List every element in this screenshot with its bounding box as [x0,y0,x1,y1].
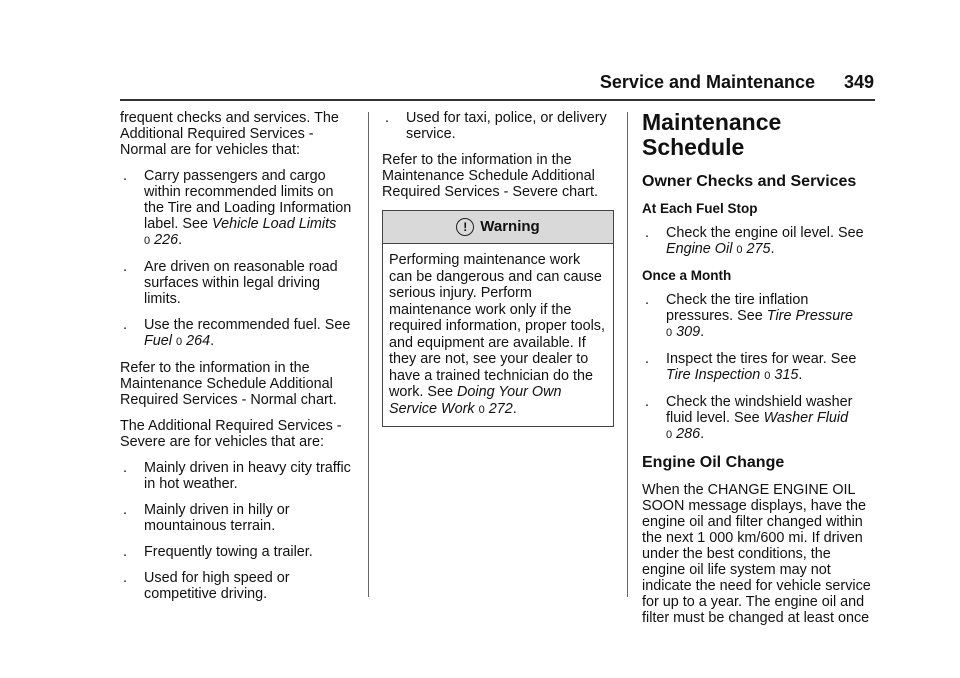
column-divider-2 [627,112,628,597]
warning-box [382,210,614,427]
bullet-marker: . [123,502,127,518]
cross-reference-link[interactable]: Vehicle Load Limits 0 226 [144,216,337,248]
engine-oil-heading: Engine Oil Change [642,454,785,471]
page-arrow-icon: 0 [478,403,485,416]
bullet-marker: . [645,351,649,367]
once-a-month-heading: Once a Month [642,268,732,283]
list-item: . Are driven on reasonable road surfaces within legal driving limits. [123,259,338,307]
cross-reference-link[interactable]: Fuel 0 264 [144,333,211,349]
page-header-title: Service and Maintenance [599,72,815,92]
warning-icon: ! [456,218,474,236]
list-item: . Check the windshield washer fluid level. See Washer Fluid 0 286. [645,394,853,442]
bullet-marker: . [123,168,127,184]
intro-paragraph: frequent checks and services. The Additional Required Services - Normal are for vehicles that: [120,110,339,158]
cross-reference-link[interactable]: Doing Your Own Service Work 0 272 [389,384,562,417]
bullet-marker: . [123,544,127,560]
column-1 [120,110,356,612]
page-arrow-icon: 0 [176,336,183,348]
bullet-marker: . [123,570,127,586]
page-arrow-icon: 0 [764,370,771,382]
refer-normal-paragraph: Refer to the information in the Maintenance Schedule Additional Required Services - Normal chart. [120,360,337,408]
page-arrow-icon: 0 [666,327,673,339]
column-2 [382,110,614,427]
cross-reference-link[interactable]: Tire Inspection 0 315 [666,367,799,383]
subsection-heading: Owner Checks and Services [642,173,857,190]
page-arrow-icon: 0 [666,429,673,441]
page-number: 349 [843,72,874,92]
page-arrow-icon: 0 [144,235,151,247]
cross-reference-link[interactable]: Engine Oil 0 275 [666,241,771,257]
bullet-marker: . [123,259,127,275]
list-item: . Inspect the tires for wear. See Tire Inspection 0 315. [645,351,857,383]
page-arrow-icon: 0 [736,244,743,256]
list-item: . Carry passengers and cargo within recommended limits on the Tire and Loading Information label. See Vehicle Load Limits 0 226. [123,168,352,248]
bullet-marker: . [645,225,649,241]
bullet-marker: . [645,394,649,410]
column-3 [642,110,878,626]
header-rule [120,99,875,101]
refer-severe-paragraph: Refer to the information in the Maintenance Schedule Additional Required Services - Severe chart. [382,152,598,200]
bullet-marker: . [123,317,127,333]
cross-reference-link[interactable]: Washer Fluid 0 286 [666,410,849,442]
bullet-marker: . [385,110,389,126]
list-item: . Mainly driven in heavy city traffic in hot weather. [123,460,351,492]
cross-reference-link[interactable]: Tire Pressure 0 309 [666,308,854,340]
list-item: . Used for high speed or competitive driving. [123,570,290,602]
severe-intro-paragraph: The Additional Required Services - Severe are for vehicles that are: [120,418,342,450]
section-heading: Maintenance Schedule [642,109,782,160]
fuel-stop-heading: At Each Fuel Stop [642,201,758,216]
warning-header [383,211,613,244]
list-item: . Use the recommended fuel. See Fuel 0 264. [123,317,351,349]
list-item: . Frequently towing a trailer. [123,544,313,560]
list-item: . Check the tire inflation pressures. See Tire Pressure 0 309. [645,292,854,340]
warning-body: Performing maintenance work can be dangerous and can cause serious injury. Perform maintenance work only if the required information, proper tools, and equipment are available. If they are not, see your dealer to have a trained technician do the work. See Doing Your Own Service Work 0 272. [389,252,605,417]
bullet-marker: . [123,460,127,476]
list-item: . Mainly driven in hilly or mountainous terrain. [123,502,290,534]
bullet-marker: . [645,292,649,308]
list-item: . Used for taxi, police, or delivery service. [385,110,607,142]
column-divider-1 [368,112,369,597]
warning-title: Warning [480,218,540,235]
list-item: . Check the engine oil level. See Engine Oil 0 275. [645,225,864,257]
engine-oil-paragraph: When the CHANGE ENGINE OIL SOON message displays, have the engine oil and filter changed within the next 1 000 km/600 mi. If driven under the best conditions, the engine oil life system may not indicate the need for vehicle service for up to a year. The engine oil and filter must be changed at least once [642,482,871,626]
